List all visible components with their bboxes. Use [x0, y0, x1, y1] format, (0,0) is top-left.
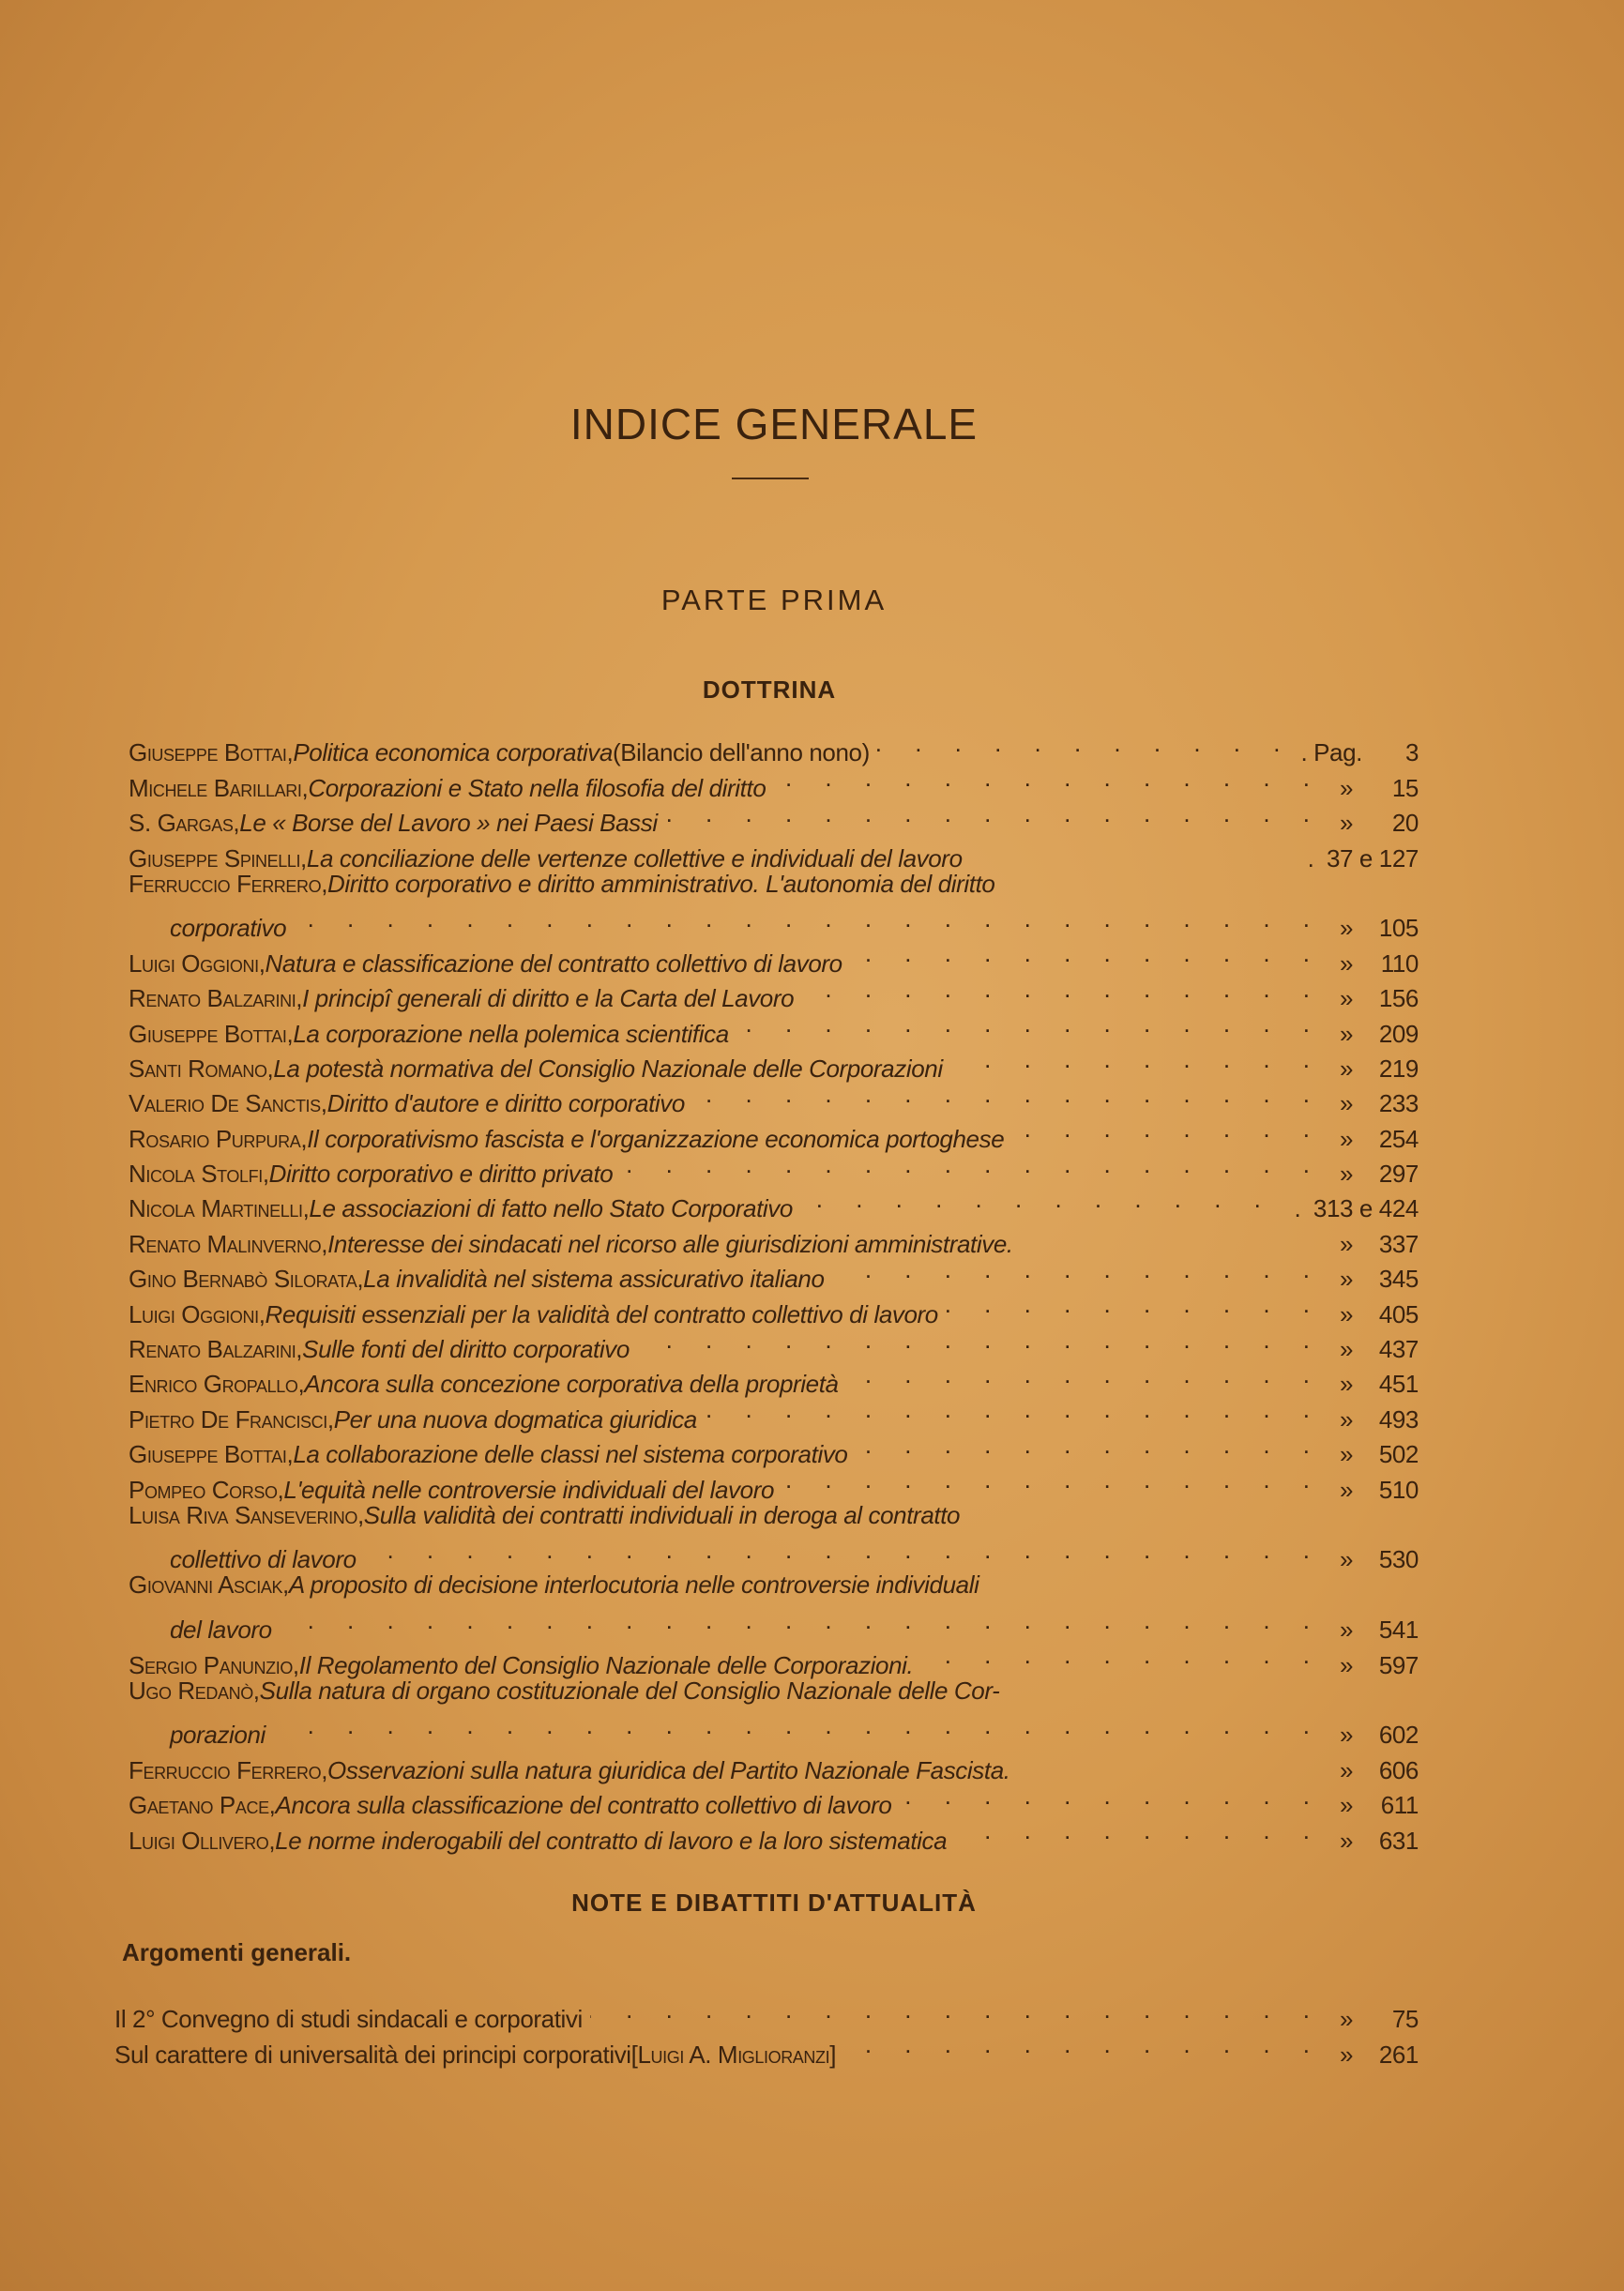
- entry-author: Pietro De Francisci,: [129, 1404, 334, 1434]
- entry-page: 606: [1378, 1755, 1419, 1784]
- dot-leader: [773, 761, 1323, 796]
- entry-page-prefix: »: [1339, 1404, 1354, 1434]
- entry-title: Ancora sulla classificazione del contratto collettivo di lavoro: [275, 1791, 892, 1820]
- note-page: 261: [1378, 2040, 1419, 2069]
- entry-title-continuation: corporativo: [170, 914, 287, 943]
- entry-page-prefix: »: [1339, 1616, 1354, 1645]
- entry-page: 37 e 127: [1326, 843, 1419, 872]
- toc-entry: [129, 1498, 1419, 1533]
- entry-page: 602: [1378, 1721, 1419, 1750]
- entry-author: Renato Malinverno,: [129, 1229, 328, 1258]
- dot-leader: [843, 2027, 1323, 2062]
- entry-title: La potestà normativa del Consiglio Nazionale delle Corporazioni: [273, 1054, 943, 1083]
- toc-entries: [129, 726, 1419, 1855]
- dot-leader: [954, 1813, 1323, 1848]
- entry-title-continuation: porazioni: [170, 1721, 266, 1750]
- entry-page: 156: [1378, 984, 1419, 1013]
- entry-page-prefix: »: [1339, 914, 1354, 943]
- entry-page: 254: [1378, 1124, 1419, 1153]
- note-page-prefix: »: [1339, 2040, 1354, 2069]
- entry-title: La conciliazione delle vertenze collettive e individuali del lavoro: [306, 843, 963, 872]
- dot-leader: [832, 1252, 1323, 1287]
- toc-entry: [129, 1638, 1419, 1679]
- entry-page: 597: [1378, 1650, 1419, 1679]
- entry-page: 631: [1378, 1826, 1419, 1855]
- entry-title: Il corporativismo fascista e l'organizzazione economica portoghese: [307, 1124, 1005, 1153]
- section-heading: DOTTRINA: [702, 675, 837, 704]
- toc-entry-continuation: [129, 1533, 1419, 1574]
- entry-title: Politica economica corporativa: [293, 738, 613, 767]
- entry-page-prefix: . Pag.: [1300, 738, 1362, 767]
- entry-page-prefix: .: [1307, 843, 1314, 872]
- entry-author: Luigi Oggioni,: [129, 948, 266, 978]
- dot-leader: [280, 1603, 1323, 1638]
- entry-page: 20: [1391, 809, 1419, 838]
- entry-title: Le « Borse del Lavoro » nei Paesi Bassi: [239, 809, 658, 838]
- toc-entry: [129, 726, 1419, 767]
- dot-leader: [620, 1147, 1323, 1182]
- dot-leader: [1011, 1112, 1323, 1146]
- entry-page-prefix: »: [1339, 1089, 1354, 1118]
- entry-page-prefix: »: [1339, 1299, 1354, 1328]
- entry-title: Diritto d'autore e diritto corporativo: [326, 1089, 685, 1118]
- entry-title: Per una nuova dogmatica giuridica: [333, 1404, 697, 1434]
- entry-title: Le norme inderogabili del contratto di lavoro e la loro sistematica: [275, 1826, 948, 1855]
- entry-page-prefix: »: [1339, 1229, 1354, 1258]
- entry-page: 345: [1378, 1265, 1419, 1294]
- entry-page: 313 e 424: [1313, 1194, 1419, 1223]
- entry-page-prefix: »: [1339, 1440, 1354, 1469]
- entry-title: L'equità nelle controversie individuali del lavoro: [283, 1475, 775, 1504]
- entry-page: 105: [1378, 914, 1419, 943]
- dot-leader: [920, 1638, 1323, 1673]
- entry-page-prefix: »: [1339, 1265, 1354, 1294]
- entry-page-prefix: »: [1339, 948, 1354, 978]
- entry-title: La collaborazione delle classi nel sistema corporativo: [293, 1440, 848, 1469]
- entry-author: Luigi Ollivero,: [129, 1826, 276, 1855]
- dot-leader: [855, 1428, 1323, 1463]
- entry-page-prefix: »: [1339, 1124, 1354, 1153]
- entry-title: Sulle fonti del diritto corporativo: [302, 1335, 630, 1364]
- dot-leader: [877, 726, 1294, 761]
- entry-page: 405: [1378, 1299, 1419, 1328]
- entry-page: 510: [1378, 1475, 1419, 1504]
- toc-entry-continuation: [129, 1708, 1419, 1750]
- entry-page: 337: [1378, 1229, 1419, 1258]
- entry-author: Nicola Martinelli,: [129, 1194, 310, 1223]
- entry-page-prefix: »: [1339, 1791, 1354, 1820]
- entry-title: Diritto corporativo e diritto amministrativo. L'autonomia del diritto: [327, 869, 995, 898]
- entry-page-prefix: »: [1339, 1826, 1354, 1855]
- entry-author: Giovanni Asciak,: [129, 1570, 289, 1600]
- note-page-prefix: »: [1339, 2005, 1354, 2034]
- dot-leader: [899, 1779, 1323, 1813]
- dot-leader: [846, 1358, 1323, 1392]
- entry-author: Luisa Riva Sanseverino,: [129, 1500, 364, 1529]
- entry-page: 233: [1378, 1089, 1419, 1118]
- toc-entry: [129, 1743, 1419, 1784]
- toc-entry-continuation: [129, 1603, 1419, 1645]
- entry-page-prefix: »: [1339, 1335, 1354, 1364]
- entry-title: Il Regolamento del Consiglio Nazionale delle Corporazioni.: [298, 1650, 914, 1679]
- entry-page: 15: [1391, 773, 1419, 802]
- entry-page: 493: [1378, 1404, 1419, 1434]
- notes-entries: [114, 1993, 1419, 2069]
- entry-title-continuation: del lavoro: [170, 1616, 272, 1645]
- entry-page-prefix: »: [1339, 984, 1354, 1013]
- dot-leader: [294, 902, 1323, 936]
- entry-author: Giuseppe Bottai,: [129, 1440, 294, 1469]
- entry-page: 437: [1378, 1335, 1419, 1364]
- entry-title: Diritto corporativo e diritto privato: [268, 1160, 614, 1189]
- entry-title: Osservazioni sulla natura giuridica del Partito Nazionale Fascista.: [327, 1755, 1010, 1784]
- entry-page-prefix: »: [1339, 1370, 1354, 1399]
- dot-leader: [946, 1287, 1323, 1322]
- entry-title: La invalidità nel sistema assicurativo italiano: [363, 1265, 825, 1294]
- dot-leader: [590, 1993, 1323, 2027]
- entry-author: Giuseppe Spinelli,: [129, 843, 307, 872]
- toc-entry: [129, 936, 1419, 978]
- entry-title: Interesse dei sindacati nel ricorso alle giurisdizioni amministrative.: [327, 1229, 1013, 1258]
- entry-page: 611: [1380, 1791, 1419, 1820]
- entry-author: Santi Romano,: [129, 1054, 274, 1083]
- dot-leader: [637, 1323, 1323, 1358]
- index-title: INDICE GENERALE: [569, 400, 979, 448]
- entry-title: Natura e classificazione del contratto collettivo di lavoro: [265, 948, 842, 978]
- entry-page: 297: [1378, 1160, 1419, 1189]
- entry-page: 110: [1380, 948, 1419, 978]
- entry-author: Giuseppe Bottai,: [129, 1019, 294, 1048]
- entry-page: 451: [1378, 1370, 1419, 1399]
- entry-author: Michele Barillari,: [129, 773, 309, 802]
- toc-entry: [129, 1568, 1419, 1602]
- dot-leader: [950, 1042, 1323, 1077]
- dot-leader: [800, 1182, 1274, 1217]
- entry-title: I principî generali di diritto e la Carta del Lavoro: [302, 984, 795, 1013]
- entry-author: Ferruccio Ferrero,: [129, 1755, 328, 1784]
- entry-page: 209: [1378, 1019, 1419, 1048]
- entry-page-prefix: »: [1339, 1054, 1354, 1083]
- entry-page-prefix: »: [1339, 773, 1354, 802]
- dot-leader: [782, 1463, 1323, 1497]
- entry-author: Renato Balzarini,: [129, 1335, 303, 1364]
- entry-page: 3: [1404, 738, 1419, 767]
- note-title: Sul carattere di universalità dei principi corporativi: [114, 2040, 631, 2069]
- dot-leader: [736, 1007, 1323, 1041]
- entry-title: Corporazioni e Stato nella filosofia del diritto: [308, 773, 766, 802]
- entry-author: S. Gargas,: [129, 809, 240, 838]
- entry-title-continuation: collettivo di lavoro: [170, 1545, 357, 1574]
- entry-page-prefix: »: [1339, 1721, 1354, 1750]
- entry-title: Sulla natura di organo costituzionale del Consiglio Nazionale delle Cor-: [259, 1676, 1000, 1705]
- dot-leader: [273, 1708, 1323, 1743]
- part-heading: PARTE PRIMA: [660, 584, 888, 616]
- dot-leader: [850, 936, 1323, 971]
- note-page: 75: [1391, 2005, 1419, 2034]
- entry-title: A proposito di decisione interlocutoria nelle controversie individuali: [288, 1570, 979, 1600]
- entry-author: Sergio Panunzio,: [129, 1650, 299, 1679]
- dot-leader: [801, 972, 1323, 1007]
- title-divider: [732, 478, 809, 479]
- notes-heading: NOTE E DIBATTITI D'ATTUALITÀ: [571, 1889, 977, 1917]
- dot-leader: [364, 1533, 1323, 1568]
- entry-page: 530: [1378, 1545, 1419, 1574]
- entry-page-prefix: »: [1339, 1650, 1354, 1679]
- entry-extra: (Bilancio dell'anno nono): [612, 738, 870, 767]
- entry-title: La corporazione nella polemica scientifica: [293, 1019, 729, 1048]
- entry-page-prefix: »: [1339, 1160, 1354, 1189]
- entry-author: Rosario Purpura,: [129, 1124, 308, 1153]
- entry-title: Requisiti essenziali per la validità del contratto collettivo di lavoro: [265, 1299, 938, 1328]
- entry-title: Sulla validità dei contratti individuali in deroga al contratto: [363, 1500, 961, 1529]
- entry-page-prefix: »: [1339, 1755, 1354, 1784]
- entry-page-prefix: »: [1339, 1019, 1354, 1048]
- note-title: Il 2° Convegno di studi sindacali e corporativi: [114, 2005, 583, 2034]
- entry-author: Nicola Stolfi,: [129, 1160, 269, 1189]
- entry-author: Ferruccio Ferrero,: [129, 869, 328, 898]
- notes-subheading: Argomenti generali.: [122, 1938, 352, 1966]
- entry-page: 502: [1378, 1440, 1419, 1469]
- entry-title: Ancora sulla concezione corporativa della proprietà: [304, 1370, 839, 1399]
- toc-entry: [129, 867, 1419, 902]
- entry-author: Giuseppe Bottai,: [129, 738, 294, 767]
- dot-leader: [705, 1392, 1323, 1427]
- dot-leader: [665, 797, 1323, 831]
- note-author: [Luigi A. Miglioranzi]: [630, 2040, 837, 2069]
- entry-author: Valerio De Sanctis,: [129, 1089, 327, 1118]
- entry-author: Renato Balzarini,: [129, 984, 303, 1013]
- entry-page: 541: [1378, 1616, 1419, 1645]
- entry-page-prefix: »: [1339, 809, 1354, 838]
- entry-author: Ugo Redanò,: [129, 1676, 260, 1705]
- entry-author: Enrico Gropallo,: [129, 1370, 305, 1399]
- entry-title: Le associazioni di fatto nello Stato Corporativo: [309, 1194, 793, 1223]
- entry-author: Gino Bernabò Silorata,: [129, 1265, 364, 1294]
- toc-entry-continuation: [129, 902, 1419, 943]
- entry-page-prefix: .: [1294, 1194, 1301, 1223]
- entry-page-prefix: »: [1339, 1545, 1354, 1574]
- entry-page: 219: [1378, 1054, 1419, 1083]
- entry-author: Pompeo Corso,: [129, 1475, 284, 1504]
- entry-page-prefix: »: [1339, 1475, 1354, 1504]
- entry-author: Gaetano Pace,: [129, 1791, 276, 1820]
- dot-leader: [692, 1077, 1323, 1112]
- toc-entry: [129, 1674, 1419, 1708]
- note-entry: [114, 1993, 1419, 2034]
- entry-author: Luigi Oggioni,: [129, 1299, 266, 1328]
